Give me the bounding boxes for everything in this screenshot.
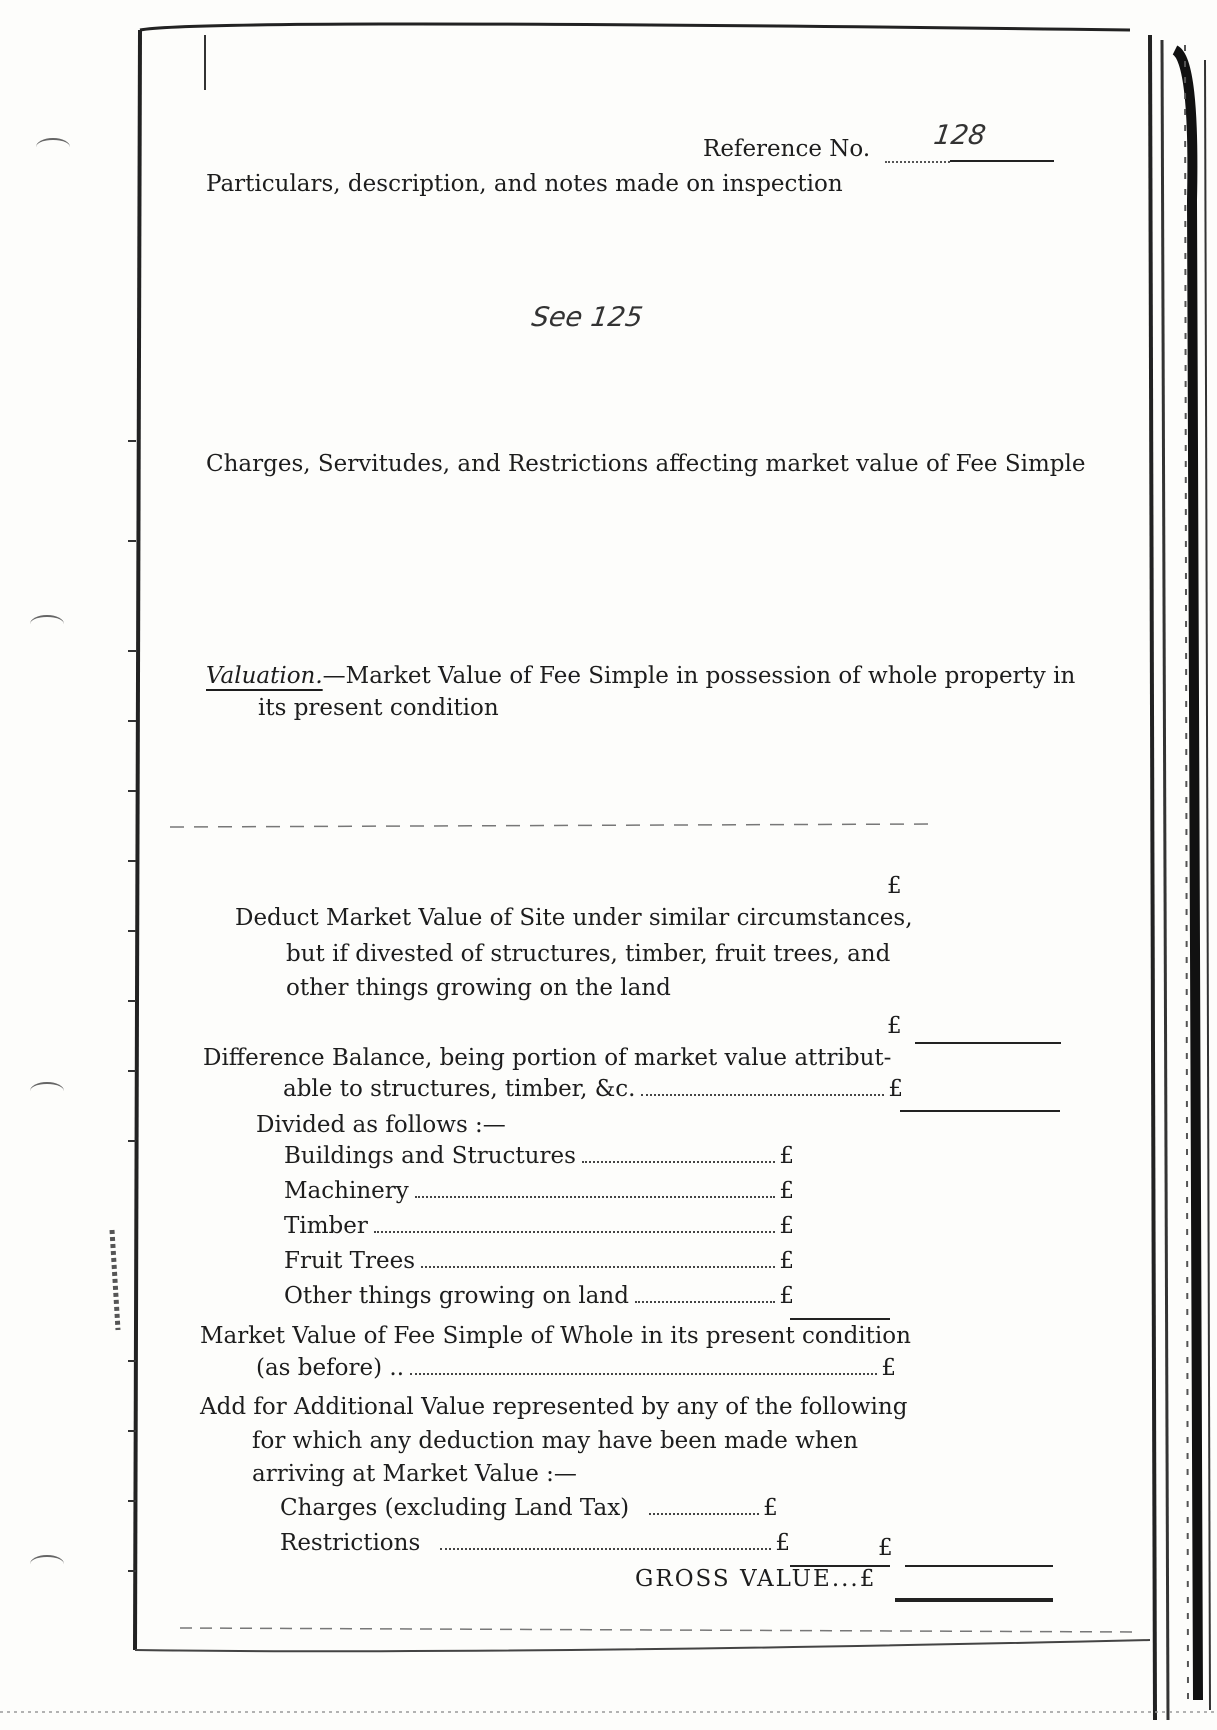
additional-line-2: for which any deduction may have been made when [252,1428,859,1454]
dotted-leader [582,1161,775,1163]
reference-underline [950,160,1054,162]
margin-tick [128,1140,136,1142]
punch-hole-mark [30,615,64,633]
margin-tick [128,1000,136,1002]
additional-item-label: Charges (excluding Land Tax) [280,1495,630,1521]
divided-item-pound: £ [779,1248,794,1274]
divided-label: Divided as follows :— [256,1112,506,1138]
divided-item [284,1143,794,1173]
dotted-leader [649,1513,759,1515]
margin-tick [128,1070,136,1072]
divided-item [284,1178,794,1208]
divided-item [284,1248,794,1278]
difference-row [283,1076,903,1106]
difference-line-1: Difference Balance, being portion of market value attribut- [203,1045,892,1071]
valuation-heading: Valuation. [206,663,323,689]
additional-item-label: Restrictions [280,1530,421,1556]
additional-total-line [905,1565,1053,1567]
divided-item-label: Fruit Trees [284,1248,416,1274]
additional-item-pound: £ [775,1530,790,1556]
margin-tick [128,930,136,932]
gross-value-label [635,1565,876,1593]
dotted-leader [374,1231,776,1233]
divided-item-pound: £ [779,1178,794,1204]
divided-item-label: Machinery [284,1178,409,1204]
divided-item-label: Timber [284,1213,368,1239]
particulars-label: Particulars, description, and notes made on inspection [206,171,843,197]
additional-item [280,1495,790,1525]
dotted-leader [410,1373,877,1375]
deduct-line-3: other things growing on the land [286,975,671,1001]
margin-tick [128,720,136,722]
market-whole-line-1: Market Value of Fee Simple of Whole in its present condition [200,1323,911,1349]
margin-tick [128,1500,136,1502]
deduct-pound: £ [887,1013,902,1039]
reference-dotted-line [885,161,950,163]
market-whole-row [256,1355,896,1385]
deduct-line-1: Deduct Market Value of Site under similar circumstances, [235,905,913,931]
divided-item [284,1213,794,1243]
margin-tick [128,650,136,652]
deduct-amount-line [915,1042,1061,1044]
dotted-leader [635,1301,775,1303]
difference-line-2: able to structures, timber, &c. [283,1076,636,1102]
gross-value-line [895,1598,1053,1602]
margin-tick [128,1570,136,1572]
divided-item-pound: £ [779,1143,794,1169]
valuation-text-1: —Market Value of Fee Simple in possession of whole property in [322,663,1076,689]
divided-item-label: Other things growing on land [284,1283,629,1309]
margin-tick [128,1360,136,1362]
punch-hole-mark [36,138,70,156]
margin-tick [128,1430,136,1432]
divided-item-pound: £ [779,1283,794,1309]
market-whole-pound: £ [881,1355,896,1381]
punch-hole-mark [30,1082,64,1100]
margin-tick [128,440,136,442]
deduct-pound-top: £ [887,873,902,899]
particulars-note: See 125 [529,302,645,333]
difference-amount-line [900,1110,1060,1112]
dotted-leader [415,1196,776,1198]
divided-item-pound: £ [779,1213,794,1239]
difference-pound: £ [888,1076,903,1102]
margin-tick [128,540,136,542]
gross-value-text: GROSS VALUE... [635,1566,860,1592]
additional-total-pound: £ [878,1535,893,1561]
gross-value-pound: £ [859,1566,877,1592]
punch-hole-mark [30,1555,64,1573]
margin-tick [128,860,136,862]
additional-line-3: arriving at Market Value :— [252,1461,577,1487]
divided-total-line [790,1318,890,1320]
reference-number: 128 [931,120,988,151]
additional-item [280,1530,790,1560]
charges-label: Charges, Servitudes, and Restrictions affecting market value of Fee Simple [206,451,1086,477]
market-whole-line-2: (as before) .. [256,1355,405,1381]
dotted-leader [421,1266,775,1268]
divided-item [284,1283,794,1313]
additional-line-1: Add for Additional Value represented by any of the following [200,1394,908,1420]
reference-label: Reference No. [703,136,871,162]
dotted-leader [641,1094,884,1096]
valuation-line-2: its present condition [258,695,499,721]
valuation-line-1 [206,662,1075,690]
margin-tick [128,790,136,792]
deduct-line-2: but if divested of structures, timber, fruit trees, and [286,941,891,967]
additional-item-pound: £ [763,1495,778,1521]
dotted-leader [440,1548,771,1550]
divided-item-label: Buildings and Structures [284,1143,576,1169]
